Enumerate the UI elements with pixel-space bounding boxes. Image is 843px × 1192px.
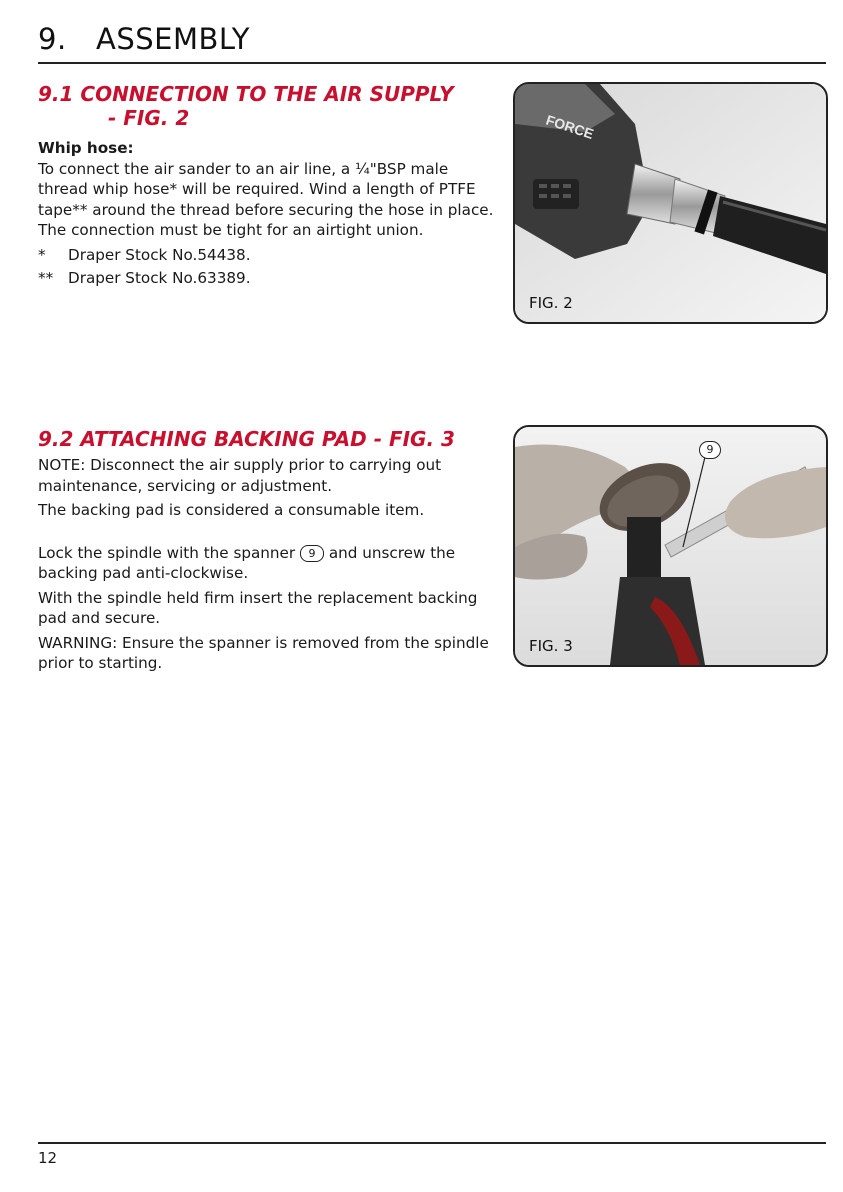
header-rule — [38, 62, 826, 64]
stock-note-text: Draper Stock No.63389. — [68, 269, 251, 287]
page-title — [38, 22, 250, 56]
spanner-callout-inline: 9 — [300, 545, 324, 562]
section-heading-line1: 9.1 CONNECTION TO THE AIR SUPPLY — [38, 82, 454, 106]
section-body-9-2 — [38, 455, 500, 678]
stock-note-text: Draper Stock No.54438. — [68, 245, 251, 264]
section-heading-9-1 — [38, 82, 454, 130]
spanner-callout-figure: 9 — [699, 441, 721, 459]
section-heading-line2: - FIG. 2 — [108, 106, 190, 130]
figure-3-photo — [513, 425, 828, 667]
whip-hose-subheading: Whip hose: — [38, 139, 134, 157]
figure-3-label: FIG. 3 — [529, 637, 573, 655]
consumable-note: The backing pad is considered a consumable item. — [38, 501, 425, 519]
stock-note-1 — [38, 245, 500, 266]
lock-instruction-start: Lock the spindle with the spanner — [38, 543, 296, 562]
spindle — [627, 517, 661, 587]
footer-rule — [38, 1142, 826, 1144]
chapter-number: 9. — [38, 22, 67, 56]
tool-branding: FORCE — [544, 111, 596, 142]
stock-note-2 — [38, 268, 500, 289]
insert-pad-instruction: With the spindle held firm insert the replacement backing pad and secure. — [38, 588, 478, 627]
air-hose-connection-illustration — [515, 84, 826, 322]
disconnect-note: NOTE: Disconnect the air supply prior to carrying out maintenance, servicing or adjustment. — [38, 456, 442, 495]
whip-hose-paragraph: To connect the air sander to an air line, a ¼"BSP male thread whip hose* will be required. Wind a length of PTFE tape** around the thread before securing the hose in place. The connection must be tight for an airtight union. — [38, 159, 494, 239]
chapter-title: ASSEMBLY — [96, 22, 250, 56]
section-heading-9-2: 9.2 ATTACHING BACKING PAD - FIG. 3 — [38, 427, 455, 451]
backing-pad-illustration — [515, 427, 826, 665]
figure-2-label: FIG. 2 — [529, 294, 573, 312]
stock-note-mark: ** — [38, 269, 54, 287]
lock-instruction-end: and unscrew the backing pad anti-clockwise. — [38, 543, 456, 582]
warning-text: WARNING: Ensure the spanner is removed from the spindle prior to starting. — [38, 633, 489, 672]
figure-2-photo — [513, 82, 828, 324]
section-body-9-1 — [38, 138, 500, 292]
page-number: 12 — [38, 1149, 58, 1167]
stock-note-mark: * — [38, 245, 46, 264]
lock-spindle-instruction — [38, 543, 500, 584]
